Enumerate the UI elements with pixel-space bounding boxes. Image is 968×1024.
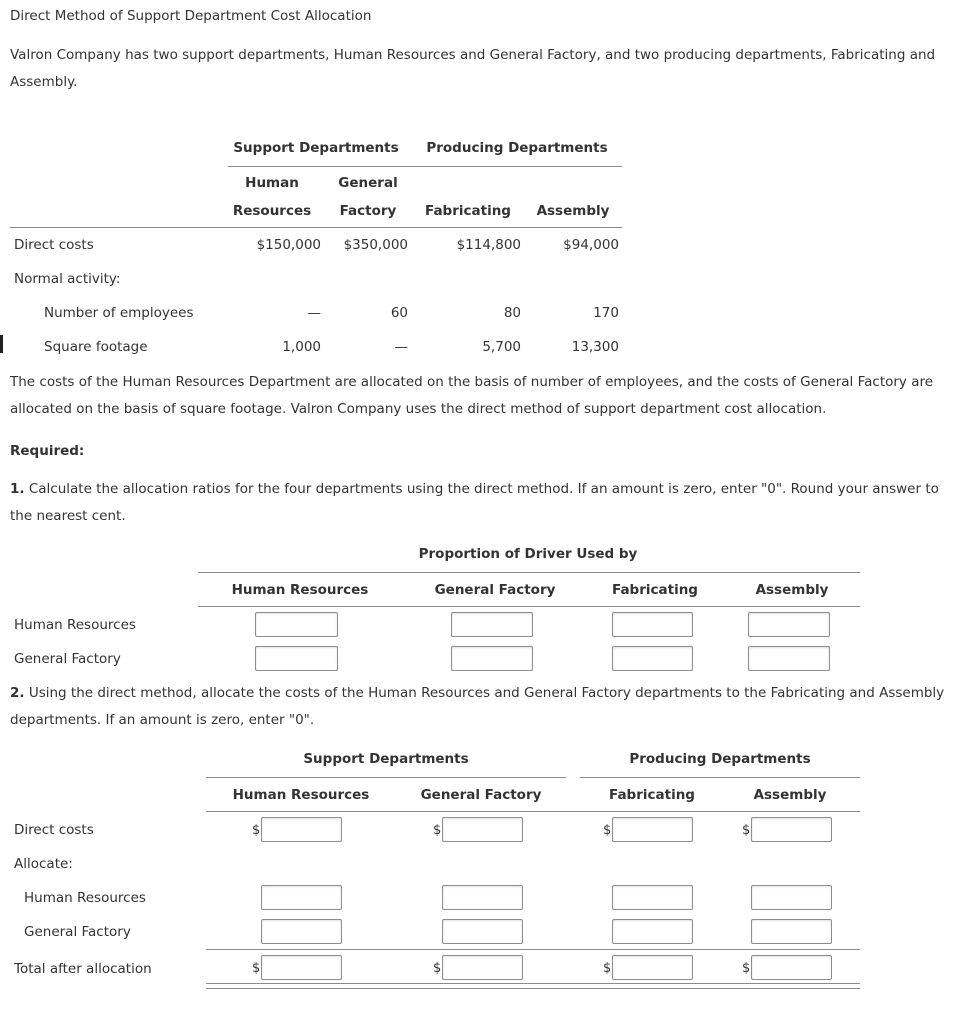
q2-col-asm: Assembly — [753, 787, 827, 803]
q2-col-gf: General Factory — [420, 787, 542, 803]
q2-column-divider — [206, 811, 860, 812]
sqft-hr: 1,000 — [282, 339, 321, 355]
column-header-divider — [10, 227, 622, 228]
q1-column-divider — [198, 606, 860, 607]
q1-header-divider — [198, 572, 860, 573]
employees-label: Number of employees — [44, 305, 194, 321]
q2-alloc-hr-hr-input[interactable] — [261, 885, 342, 910]
q1-col-gf: General Factory — [434, 582, 556, 598]
q2-direct-fab-input[interactable] — [612, 817, 693, 842]
q1-table-header: Proportion of Driver Used by — [418, 546, 638, 562]
direct-cost-gf: $350,000 — [343, 237, 408, 253]
q1-row-gf-label: General Factory — [14, 651, 121, 667]
q2-direct-asm-dollar: $ — [742, 823, 751, 838]
q2-direct-gf-dollar: $ — [433, 823, 442, 838]
page-title: Direct Method of Support Department Cost Allocation — [10, 8, 372, 24]
col-gf-line2: Factory — [339, 203, 397, 219]
q1-col-hr: Human Resources — [231, 582, 369, 598]
q2-number: 2. — [10, 685, 25, 701]
q2-text — [10, 680, 958, 734]
q2-col-hr: Human Resources — [232, 787, 370, 803]
q1-gf-asm-input[interactable] — [748, 646, 830, 671]
q2-total-asm-dollar: $ — [742, 961, 751, 976]
producing-departments-header: Producing Departments — [426, 140, 608, 156]
q1-instructions: Calculate the allocation ratios for the four departments using the direct method. If an amount is zero, enter "0". Round your answer to the nearest cent. — [10, 481, 939, 524]
q2-alloc-gf-asm-input[interactable] — [751, 919, 832, 944]
basis-text: The costs of the Human Resources Department are allocated on the basis of number of employees, and the costs of General Factory are allocated on the basis of square footage. Valron Company uses the direct method of support department cost allocation. — [10, 374, 934, 417]
sqft-asm: 13,300 — [571, 339, 619, 355]
q2-alloc-hr-label: Human Resources — [24, 890, 146, 906]
q1-hr-hr-input[interactable] — [255, 612, 338, 637]
q2-total-label: Total after allocation — [14, 961, 152, 977]
q2-alloc-hr-fab-input[interactable] — [612, 885, 693, 910]
q1-hr-fab-input[interactable] — [612, 612, 693, 637]
sqft-label: Square footage — [44, 339, 148, 355]
direct-cost-fab: $114,800 — [456, 237, 521, 253]
direct-cost-hr: $150,000 — [256, 237, 321, 253]
q2-allocate-label: Allocate: — [14, 856, 73, 872]
q2-total-gf-dollar: $ — [433, 961, 442, 976]
q2-total-hr-input[interactable] — [261, 955, 342, 980]
q2-direct-gf-input[interactable] — [442, 817, 523, 842]
employees-gf: 60 — [390, 305, 408, 321]
q1-gf-gf-input[interactable] — [451, 646, 533, 671]
q2-total-fab-input[interactable] — [612, 955, 693, 980]
sqft-fab: 5,700 — [482, 339, 521, 355]
q2-direct-hr-input[interactable] — [261, 817, 342, 842]
q2-producing-header: Producing Departments — [629, 751, 811, 767]
q2-total-gf-input[interactable] — [442, 955, 523, 980]
q1-row-hr-label: Human Resources — [14, 617, 136, 633]
q1-gf-hr-input[interactable] — [255, 646, 338, 671]
q2-producing-divider — [580, 777, 860, 778]
col-hr-line1: Human — [245, 175, 299, 191]
q2-alloc-gf-hr-input[interactable] — [261, 919, 342, 944]
sqft-gf: — — [394, 339, 408, 355]
q2-alloc-gf-gf-input[interactable] — [442, 919, 523, 944]
normal-activity-label: Normal activity: — [14, 271, 121, 287]
q1-hr-asm-input[interactable] — [748, 612, 830, 637]
q1-number: 1. — [10, 481, 25, 497]
left-edge-mark — [0, 335, 3, 353]
q2-subtotal-divider — [206, 949, 860, 950]
q2-total-asm-input[interactable] — [751, 955, 832, 980]
q2-direct-costs-label: Direct costs — [14, 822, 94, 838]
col-assembly: Assembly — [536, 203, 610, 219]
col-gf-line1: General — [338, 175, 398, 191]
q2-support-header: Support Departments — [303, 751, 469, 767]
q2-alloc-hr-gf-input[interactable] — [442, 885, 523, 910]
q2-alloc-gf-fab-input[interactable] — [612, 919, 693, 944]
support-departments-header: Support Departments — [233, 140, 399, 156]
direct-cost-asm: $94,000 — [563, 237, 619, 253]
q1-col-asm: Assembly — [755, 582, 829, 598]
employees-hr: — — [307, 305, 321, 321]
direct-costs-label: Direct costs — [14, 237, 94, 253]
q2-total-hr-dollar: $ — [252, 961, 261, 976]
q1-col-fab: Fabricating — [612, 582, 698, 598]
header-divider — [228, 166, 622, 167]
col-hr-line2: Resources — [232, 203, 312, 219]
q2-support-divider — [206, 777, 566, 778]
q2-col-fab: Fabricating — [609, 787, 695, 803]
q2-instructions: Using the direct method, allocate the costs of the Human Resources and General Factory departments to the Fabricating and Assembly departments. If an amount is zero, enter "0". — [10, 685, 945, 728]
required-label: Required: — [10, 443, 85, 459]
col-fabricating: Fabricating — [425, 203, 511, 219]
q2-total-double-underline — [206, 983, 860, 989]
q1-hr-gf-input[interactable] — [451, 612, 533, 637]
employees-asm: 170 — [593, 305, 619, 321]
employees-fab: 80 — [503, 305, 521, 321]
q1-text — [10, 476, 958, 530]
q2-alloc-hr-asm-input[interactable] — [751, 885, 832, 910]
q2-alloc-gf-label: General Factory — [24, 924, 131, 940]
q2-direct-hr-dollar: $ — [252, 823, 261, 838]
intro-text: Valron Company has two support departments, Human Resources and General Factory, and two producing departments, Fabricating and Assembly. — [10, 47, 936, 90]
q2-total-fab-dollar: $ — [603, 961, 612, 976]
q2-direct-asm-input[interactable] — [751, 817, 832, 842]
q2-direct-fab-dollar: $ — [603, 823, 612, 838]
q1-gf-fab-input[interactable] — [612, 646, 693, 671]
